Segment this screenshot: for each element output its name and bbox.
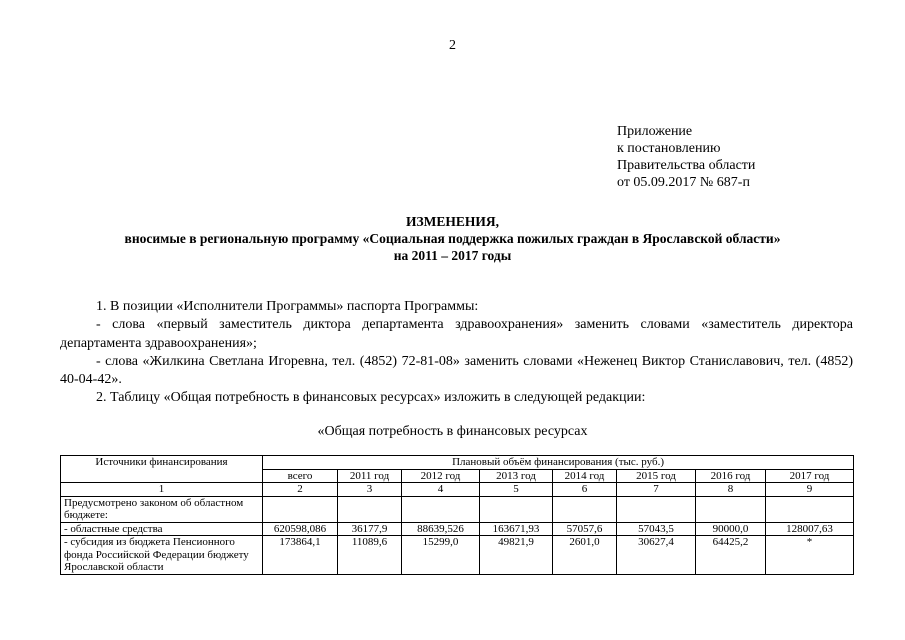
number-row bbox=[61, 483, 854, 497]
row-label: - субсидия из бюджета Пенсионного фонда Российской Федерации бюджету Ярославской области bbox=[61, 536, 263, 575]
document-title bbox=[0, 213, 905, 264]
header-col: 2013 год bbox=[480, 469, 553, 483]
header-col: 2012 год bbox=[402, 469, 480, 483]
table-cell: 36177,9 bbox=[338, 522, 402, 536]
col-number: 9 bbox=[766, 483, 854, 497]
header-planned: Плановый объём финансирования (тыс. руб.) bbox=[263, 456, 854, 470]
header-col: 2016 год bbox=[696, 469, 766, 483]
table-cell: * bbox=[766, 536, 854, 575]
header-col: всего bbox=[263, 469, 338, 483]
col-number: 1 bbox=[61, 483, 263, 497]
header-col: 2011 год bbox=[338, 469, 402, 483]
table-cell: 163671,93 bbox=[480, 522, 553, 536]
table-cell: 15299,0 bbox=[402, 536, 480, 575]
table-cell: 30627,4 bbox=[617, 536, 696, 575]
appendix-line: Приложение bbox=[617, 124, 693, 139]
col-number: 2 bbox=[263, 483, 338, 497]
section-label: Предусмотрено законом об областном бюджете: bbox=[61, 496, 263, 522]
table-cell: 57043,5 bbox=[617, 522, 696, 536]
empty-cell bbox=[402, 496, 480, 522]
body-text bbox=[60, 298, 853, 408]
col-number: 8 bbox=[696, 483, 766, 497]
empty-cell bbox=[553, 496, 617, 522]
table-cell: 128007,63 bbox=[766, 522, 854, 536]
appendix-line: от 05.09.2017 № 687-п bbox=[617, 175, 750, 190]
financing-table bbox=[60, 455, 854, 575]
col-number: 3 bbox=[338, 483, 402, 497]
title-line: ИЗМЕНЕНИЯ, bbox=[405, 214, 499, 229]
table-cell: 57057,6 bbox=[553, 522, 617, 536]
empty-cell bbox=[766, 496, 854, 522]
page-number: 2 bbox=[449, 38, 456, 53]
header-sources: Источники финансирования bbox=[61, 456, 263, 483]
col-number: 5 bbox=[480, 483, 553, 497]
appendix-block bbox=[617, 123, 755, 191]
header-col: 2014 год bbox=[553, 469, 617, 483]
paragraph: 2. Таблицу «Общая потребность в финансовых ресурсах» изложить в следующей редакции: bbox=[96, 390, 646, 406]
table-cell: 64425,2 bbox=[696, 536, 766, 575]
appendix-line: Правительства области bbox=[617, 158, 756, 173]
header-col: 2017 год bbox=[766, 469, 854, 483]
title-line: на 2011 – 2017 годы bbox=[393, 248, 512, 263]
appendix-line: к постановлению bbox=[617, 141, 721, 156]
empty-cell bbox=[480, 496, 553, 522]
empty-cell bbox=[263, 496, 338, 522]
empty-cell bbox=[617, 496, 696, 522]
paragraph: - слова «первый заместитель диктора департамента здравоохранения» заменить словами «заместитель директора департамента здравоохранения»; bbox=[60, 317, 853, 351]
empty-cell bbox=[696, 496, 766, 522]
paragraph: - слова «Жилкина Светлана Игоревна, тел. (4852) 72-81-08» заменить словами «Неженец Виктор Станиславович, тел. (4852) 40-04-42». bbox=[60, 353, 853, 388]
table-cell: 620598,086 bbox=[263, 522, 338, 536]
table-cell: 173864,1 bbox=[263, 536, 338, 575]
table-cell: 11089,6 bbox=[338, 536, 402, 575]
col-number: 6 bbox=[553, 483, 617, 497]
paragraph: 1. В позиции «Исполнители Программы» паспорта Программы: bbox=[96, 299, 479, 314]
empty-cell bbox=[338, 496, 402, 522]
table-cell: 2601,0 bbox=[553, 536, 617, 575]
table-caption: «Общая потребность в финансовых ресурсах bbox=[317, 424, 588, 439]
table-cell: 90000,0 bbox=[696, 522, 766, 536]
table-cell: 88639,526 bbox=[402, 522, 480, 536]
col-number: 4 bbox=[402, 483, 480, 497]
table-cell: 49821,9 bbox=[480, 536, 553, 575]
row-label: - областные средства bbox=[61, 522, 263, 536]
table-row bbox=[61, 522, 854, 536]
table-row bbox=[61, 536, 854, 575]
header-col: 2015 год bbox=[617, 469, 696, 483]
table-row bbox=[61, 496, 854, 522]
header-row bbox=[61, 456, 854, 470]
col-number: 7 bbox=[617, 483, 696, 497]
title-line: вносимые в региональную программу «Социальная поддержка пожилых граждан в Ярославской области» bbox=[124, 231, 781, 246]
